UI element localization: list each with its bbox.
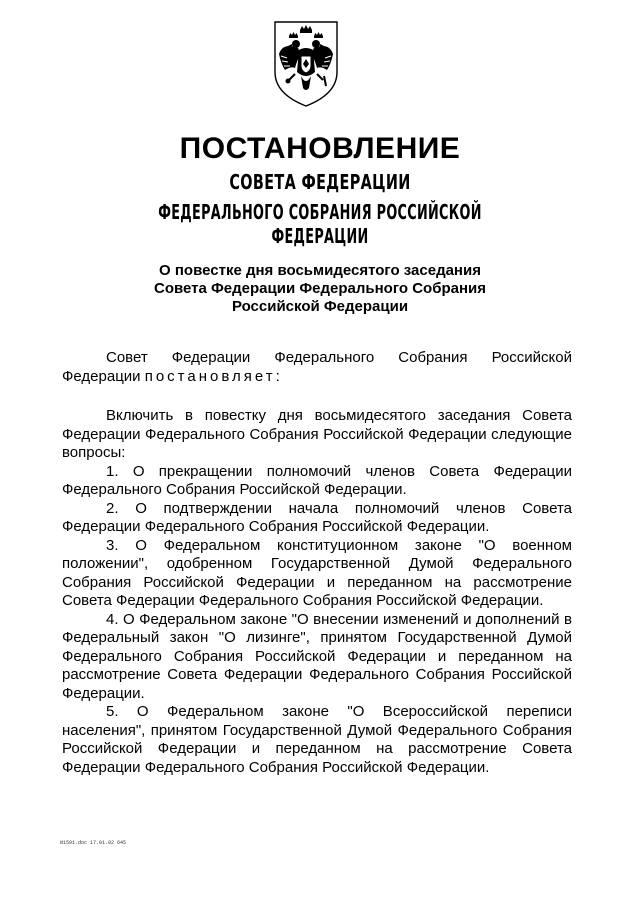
agenda-intro: Включить в повестку дня восьмидесятого заседания Совета Федерации Федерального Собрания Российской Федерации следующие вопросы: bbox=[62, 407, 572, 461]
agenda-item: 1. О прекращении полномочий членов Совета Федерации Федерального Собрания Российской Федерации. bbox=[62, 462, 572, 498]
preamble bbox=[62, 349, 572, 386]
subject-line3: Российской Федерации bbox=[231, 298, 409, 315]
document-subtitle-line1: СОВЕТА ФЕДЕРАЦИИ bbox=[229, 170, 411, 194]
footer-doc-code: И1591.doc 17.01.02 645 bbox=[60, 840, 127, 846]
agenda-list bbox=[62, 463, 572, 778]
subject-line1: О повестке дня восьмидесятого заседания bbox=[159, 262, 481, 279]
document-subject bbox=[0, 262, 640, 316]
document-subtitle-line2: ФЕДЕРАЛЬНОГО СОБРАНИЯ РОССИЙСКОЙ ФЕДЕРАЦИИ bbox=[158, 200, 482, 248]
agenda-item: 3. О Федеральном конституционном законе "О военном положении", одобренном Государственной Думой Федерального Собрания Российской Федерации и переданном на рассмотрение Совета Федерации Федерального Собрания Российской Федерации. bbox=[62, 536, 572, 609]
preamble-text: Совет Федерации Федерального Собрания Российской Федерации bbox=[62, 349, 572, 385]
agenda-item: 2. О подтверждении начала полномочий членов Совета Федерации Федерального Собрания Российской Федерации. bbox=[62, 499, 572, 535]
subject-line2: Совета Федерации Федерального Собрания bbox=[153, 280, 487, 297]
document-title: ПОСТАНОВЛЕНИЕ bbox=[179, 132, 461, 165]
coat-of-arms-emblem bbox=[271, 20, 341, 108]
agenda-section bbox=[62, 407, 572, 777]
preamble-paragraph bbox=[62, 349, 572, 386]
preamble-resolves: постановляет: bbox=[144, 367, 283, 385]
agenda-item: 5. О Федеральном законе "О Всероссийской переписи населения", принятом Государственной Думой Федерального Собрания Российской Федерации и переданном на рассмотрение Совета Федерации Федерального Собрания Российской Федерации. bbox=[62, 703, 572, 776]
agenda-item: 4. О Федеральном законе "О внесении изменений и дополнений в Федеральный закон "О лизинге", принятом Государственной Думой Федерального Собрания Российской Федерации и переданном на рассмотрение Совета Федерации Федерального Собрания Российской Федерации. bbox=[62, 610, 572, 702]
